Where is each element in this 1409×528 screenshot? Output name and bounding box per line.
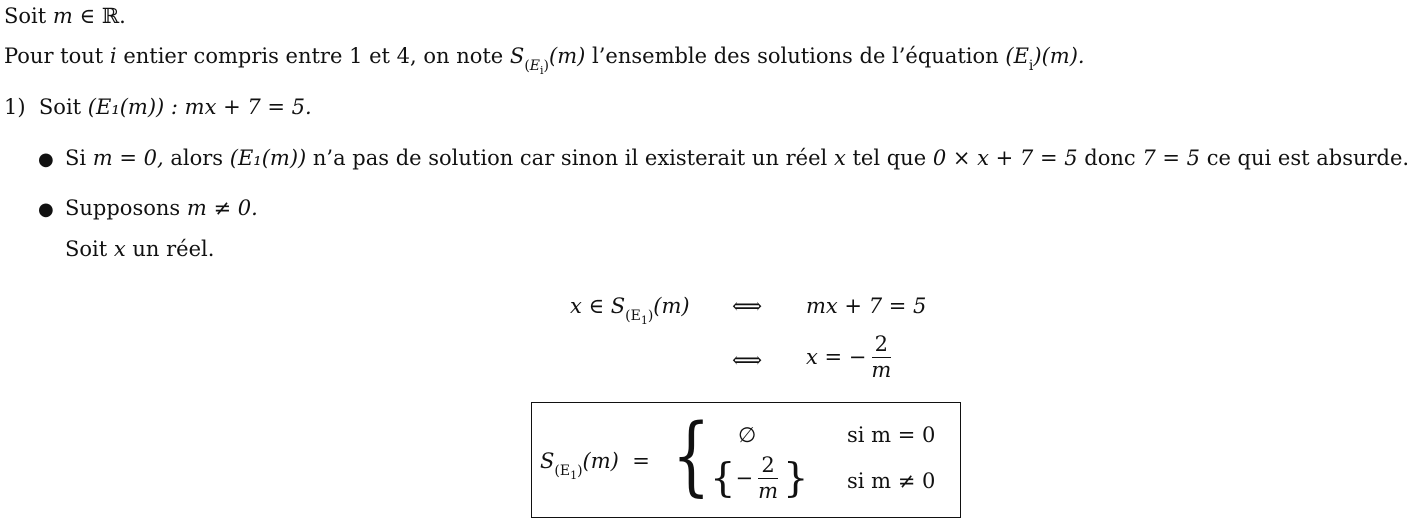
case-1-condition: si m = 0	[847, 423, 936, 447]
solution-set-symbol: S	[509, 44, 525, 68]
fraction: $\frac{2}{m}$	[758, 453, 778, 503]
bullet-icon: ●	[38, 149, 54, 170]
m-variable: m	[52, 4, 73, 28]
in-reals: ∈ ℝ.	[79, 4, 126, 28]
derivation-rhs-1: mx + 7 = 5	[806, 294, 927, 318]
bullet-icon: ●	[38, 199, 54, 220]
left-brace-icon: {	[672, 406, 711, 506]
case-1-value: ∅	[738, 423, 757, 447]
derivation-rhs-2: x = − $\frac{2}{m}$	[806, 334, 896, 381]
result-lhs: $S_{(E_1)}(m)$ =	[540, 449, 650, 482]
soit-word: Soit	[4, 4, 47, 28]
question-number: 1)	[4, 95, 26, 119]
question-1: 1) Soit (E₁(m)) : mx + 7 = 5.	[4, 95, 312, 119]
bullet-case-m-nonzero: Supposons m ≠ 0.	[65, 196, 258, 220]
fraction: $\frac{2}{m}$	[871, 332, 892, 382]
header-line	[4, 6, 126, 27]
set-open-brace-icon: {	[710, 455, 736, 502]
derivation-lhs: x ∈ $S_{(E_1)}(m)$	[570, 294, 690, 327]
case-2-value: {− $\frac{2}{m}$ }	[710, 453, 809, 503]
bullet-case-m-zero: Si m = 0, alors (E₁(m)) n’a pas de solution car sinon il existerait un réel x tel que 0 × x + 7 = 5 donc 7 = 5 ce qui est absurde.	[65, 146, 1409, 170]
let-x-line: Soit x un réel.	[65, 237, 215, 261]
case-2-condition: si m ≠ 0	[847, 469, 936, 493]
intro-line: Pour tout i entier compris entre 1 et 4, on note $S_{(E_i)}(m)$ l’ensemble des solutions de l’équation $(E_i)(m)$.	[4, 44, 1085, 77]
result-box	[531, 402, 961, 518]
set-close-brace-icon: }	[782, 455, 809, 502]
iff-arrow-1: ⟺	[732, 294, 763, 318]
equation-e1: (E₁(m)) : mx + 7 = 5.	[87, 95, 312, 119]
iff-arrow-2: ⟺	[732, 348, 763, 372]
